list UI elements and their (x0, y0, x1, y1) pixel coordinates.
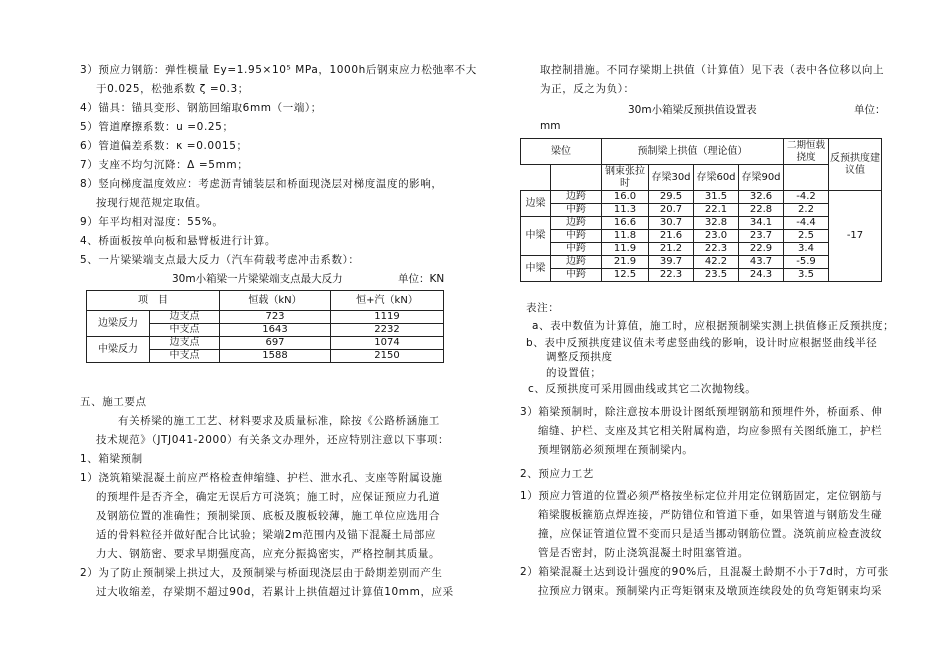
table-cell: 3.5 (784, 269, 829, 282)
table-cell: 中支点 (150, 350, 220, 363)
table-cell: 21.2 (649, 243, 694, 256)
text-line: 1、箱梁预制 (80, 453, 143, 465)
text-line: 预埋钢筋必须预埋在预制梁内。 (538, 444, 694, 456)
table-cell: 723 (220, 311, 331, 324)
text-line: 缩缝、护栏、支座及其它相关附属构造，均应参照有关图纸施工，护栏 (538, 425, 883, 437)
note-line: 表注： (526, 302, 560, 314)
section-heading: 五、施工要点 (80, 396, 147, 408)
table-header: 恒+汽（kN） (331, 291, 444, 311)
table-unit: 单位：KN (398, 273, 445, 285)
table-title: 30m小箱梁一片梁梁端支点最大反力 (172, 273, 343, 285)
table-cell: 1119 (331, 311, 444, 324)
table-cell: 1588 (220, 350, 331, 363)
table-cell: -17 (829, 191, 882, 282)
table-cell: 11.3 (602, 204, 649, 217)
table-header: 存梁60d (694, 165, 739, 191)
table-unit: 单位： (854, 104, 886, 116)
table-cell: 中跨 (551, 243, 602, 256)
text-line: 7）支座不均匀沉降：Δ =5mm； (80, 159, 249, 171)
table-header: 存梁30d (649, 165, 694, 191)
text-line: 拉预应力钢束。预制梁内正弯矩钢束及墩顶连续段处的负弯矩钢束均采 (538, 585, 883, 597)
text-line: 取控制措施。不同存梁期上拱值（计算值）见下表（表中各位移以向上 (540, 64, 885, 76)
table-cell: 2.5 (784, 230, 829, 243)
table-cell: 边支点 (150, 337, 220, 350)
table-cell: 43.7 (739, 256, 784, 269)
table-cell: 32.8 (694, 217, 739, 230)
note-line: a、表中数值为计算值，施工时，应根据预制梁实测上拱值修正反预拱度； (532, 320, 895, 332)
table-cell: 2.2 (784, 204, 829, 217)
table-header: 钢束张拉时 (602, 165, 649, 191)
table-cell: 23.0 (694, 230, 739, 243)
note-line: 调整反预拱度 (546, 351, 613, 363)
text-line: 力大、钢筋密、要求早期强度高，应充分振捣密实，严格控制其质量。 (96, 548, 441, 560)
note-line: c、反预拱度可采用圆曲线或其它二次抛物线。 (528, 383, 757, 395)
text-line: 2）箱梁混凝土达到设计强度的90%后，且混凝土龄期不小于7d时，方可张 (520, 566, 889, 578)
table-cell: 中支点 (150, 324, 220, 337)
text-line: 9）年平均相对湿度：55%。 (80, 216, 224, 228)
table-cell: 2150 (331, 350, 444, 363)
text-line: 适的骨料粒径并做好配合比试验；梁端2m范围内及锚下混凝土局部应 (96, 529, 437, 541)
table-cell: 22.3 (694, 243, 739, 256)
table-cell: 39.7 (649, 256, 694, 269)
table-cell: 24.3 (739, 269, 784, 282)
table-cell: 29.5 (649, 191, 694, 204)
text-line: 过大收缩差，存梁期不超过90d，若累计上拱值超过计算值10mm，应采 (96, 586, 454, 598)
table-unit: mm (540, 120, 561, 132)
table-cell: 1643 (220, 324, 331, 337)
table-cell: 11.8 (602, 230, 649, 243)
table-cell: 697 (220, 337, 331, 350)
table-cell: 11.9 (602, 243, 649, 256)
note-line: 的设置值； (546, 367, 602, 379)
table-cell: 22.8 (739, 204, 784, 217)
text-line: 为正，反之为负）： (540, 83, 635, 95)
table-cell: 23.5 (694, 269, 739, 282)
table-cell: 34.1 (739, 217, 784, 230)
table-header: 预制梁上拱值（理论值） (602, 139, 784, 165)
table-cell: 21.9 (602, 256, 649, 269)
text-line: 及钢筋位置的准确性；预制梁顶、底板及腹板较薄，施工单位应选用合 (96, 510, 441, 522)
table-cell (784, 165, 829, 191)
table-cell: 边跨 (551, 191, 602, 204)
table-cell: 中跨 (551, 230, 602, 243)
text-line: 箱梁腹板箍筋点焊连接，严防错位和管道下垂，如果管道与钢筋发生碰 (538, 509, 883, 521)
table-cell: 16.6 (602, 217, 649, 230)
table-cell: 边梁 (521, 191, 551, 217)
table-cell: 边支点 (150, 311, 220, 324)
text-line: 5、一片梁梁端支点最大反力（汽车荷载考虑冲击系数）： (80, 254, 360, 266)
table-header: 恒载（kN） (220, 291, 331, 311)
table-cell: 中梁反力 (87, 337, 150, 363)
text-line: 技术规范》（JTJ041-2000）有关条文办理外，还应特别注意以下事项： (96, 434, 450, 446)
table-cell: 边跨 (551, 217, 602, 230)
table-title: 30m小箱梁反预拱值设置表 (628, 104, 757, 116)
table-header: 存梁90d (739, 165, 784, 191)
table-header: 二期恒载挠度 (784, 139, 829, 165)
table-cell: -4.2 (784, 191, 829, 204)
section-heading: 2、预应力工艺 (520, 468, 594, 480)
table-cell: 边跨 (551, 256, 602, 269)
table-cell: 中梁 (521, 256, 551, 282)
table-cell: 16.0 (602, 191, 649, 204)
table-header: 反预拱度建议值 (829, 139, 882, 191)
table-cell: -5.9 (784, 256, 829, 269)
text-line: 8）竖向梯度温度效应：考虑沥青铺装层和桥面现浇层对梯度温度的影响， (80, 178, 443, 190)
text-line: 4、桥面板按单向板和悬臂板进行计算。 (80, 235, 276, 247)
text-line: 有关桥梁的施工工艺、材料要求及质量标准，除按《公路桥涵施工 (118, 415, 440, 427)
table-cell: 22.3 (649, 269, 694, 282)
table-cell: 2232 (331, 324, 444, 337)
table-header: 项 目 (87, 291, 220, 311)
reaction-table (86, 290, 444, 363)
text-line: 撞，应保证管道位置不变而只是适当挪动钢筋位置。浇筑前应检查波纹 (538, 528, 883, 540)
table-cell: 1074 (331, 337, 444, 350)
text-line: 3）预应力钢筋：弹性模量 Ey=1.95×10⁵ MPa，1000h后钢束应力松弛率不大 (80, 64, 477, 76)
table-cell: 23.7 (739, 230, 784, 243)
text-line: 2）为了防止预制梁上拱过大，及预制梁与桥面现浇层由于龄期差别而产生 (80, 567, 443, 579)
table-cell: 中跨 (551, 269, 602, 282)
table-cell: 30.7 (649, 217, 694, 230)
table-cell: -4.4 (784, 217, 829, 230)
text-line: 1）浇筑箱梁混凝土前应严格检查伸缩缝、护栏、泄水孔、支座等附属设施 (80, 472, 443, 484)
text-line: 管是否密封，防止浇筑混凝土时阻塞管道。 (538, 547, 749, 559)
text-line: 3）箱梁预制时，除注意按本册设计图纸预埋钢筋和预埋件外，桥面系、伸 (520, 406, 883, 418)
table-cell: 边梁反力 (87, 311, 150, 337)
table-cell: 21.6 (649, 230, 694, 243)
text-line: 于0.025，松弛系数 ζ =0.3； (96, 83, 249, 95)
text-line: 按现行规范规定取值。 (96, 197, 207, 209)
table-cell: 中跨 (551, 204, 602, 217)
table-cell: 22.9 (739, 243, 784, 256)
table-cell: 32.6 (739, 191, 784, 204)
table-cell: 3.4 (784, 243, 829, 256)
table-cell: 42.2 (694, 256, 739, 269)
table-cell: 20.7 (649, 204, 694, 217)
text-line: 6）管道偏差系数：κ =0.0015； (80, 140, 248, 152)
text-line: 5）管道摩擦系数：u =0.25； (80, 121, 234, 133)
table-cell: 12.5 (602, 269, 649, 282)
table-cell: 22.1 (694, 204, 739, 217)
table-cell (551, 165, 602, 191)
table-cell (521, 165, 551, 191)
text-line: 1）预应力管道的位置必须严格按坐标定位并用定位钢筋固定，定位钢筋与 (520, 490, 883, 502)
table-cell: 中梁 (521, 217, 551, 256)
camber-table (520, 138, 882, 282)
text-line: 的预埋件是否齐全，确定无误后方可浇筑；施工时，应保证预应力孔道 (96, 491, 441, 503)
text-line: 4）锚具：锚具变形、钢筋回缩取6mm（一端）； (80, 102, 322, 114)
table-header: 梁位 (521, 139, 602, 165)
note-line: b、表中反预拱度建议值未考虑竖曲线的影响，设计时应根据竖曲线半径 (526, 337, 878, 349)
table-cell: 31.5 (694, 191, 739, 204)
